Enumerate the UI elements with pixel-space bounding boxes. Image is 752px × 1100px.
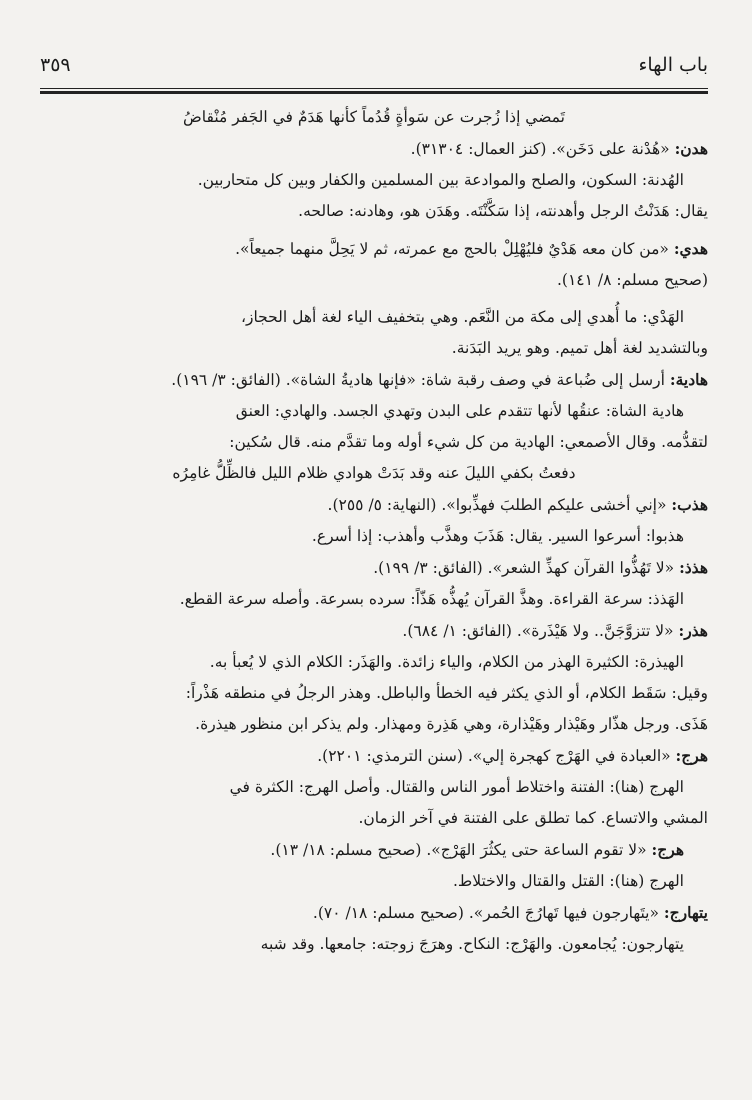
entry-headword: هذذ: (679, 558, 708, 577)
line-text: «لا تَهُذُّوا القرآن كهذِّ الشعر». (الفائق: ٣/ ١٩٩). (373, 559, 680, 577)
line-text: تَمضي إذا زُجرت عن سَوأةٍ قُدُماً كأنها هَدَمٌ في الجَفر مُنْقاضُ (183, 108, 565, 126)
text-line (40, 929, 708, 960)
page-number: ٣٥٩ (40, 54, 71, 76)
header-rule-thick (40, 91, 708, 94)
entry-headword: هدن: (674, 139, 708, 158)
entry-headword: هرج: (651, 840, 684, 859)
entry-line (40, 834, 708, 866)
line-text: دفعتُ بكفي الليلَ عنه وقد بَدَتْ هوادي ظلام الليل فالظِّلُّ غامِرُه (172, 464, 576, 482)
line-text: لتقدُّمه. وقال الأصمعي: الهادية من كل شيء أوله وما تقدَّم منه. قال سُكين: (229, 433, 708, 451)
line-text: يقال: هَدَنْتُ الرجل وأهدنته، إذا سَكَّنْتَه. وهَدَن هو، وهادنه: صالحه. (298, 202, 708, 220)
entry-line (40, 233, 708, 265)
entry-line (40, 897, 708, 929)
text-line (40, 678, 708, 709)
verse-line (40, 102, 708, 133)
line-text: الهرج (هنا): الفتنة واختلاط أمور الناس والقتال. وأصل الهرج: الكثرة في (229, 778, 684, 796)
line-text: الهَدْي: ما أُهدي إلى مكة من النَّعَم. وهي بتخفيف الياء لغة أهل الحجاز، (240, 308, 684, 326)
line-text: الهيذرة: الكثيرة الهذر من الكلام، والياء زائدة. والهَذَر: الكلام الذي لا يُعبأ به. (209, 653, 684, 671)
text-line (40, 866, 708, 897)
text-line (40, 803, 708, 834)
line-text: هادية الشاة: عنقُها لأنها تتقدم على البدن وتهدي الجسد. والهادي: العنق (235, 402, 684, 420)
line-text: (صحيح مسلم: ٨/ ١٤١). (556, 271, 708, 289)
line-text: «هُدْنة على دَخَن». (كنز العمال: ٣١٣٠٤). (410, 140, 675, 158)
text-line (40, 165, 708, 196)
entry-line (40, 364, 708, 396)
line-text: «لا تقوم الساعة حتى يكثُرَ الهَرْج». (صحيح مسلم: ١٨/ ١٣). (270, 841, 652, 859)
text-line (40, 521, 708, 552)
text-line (40, 196, 708, 227)
line-text: الهُدنة: السكون، والصلح والموادعة بين المسلمين والكفار وبين كل متحاربين. (197, 171, 684, 189)
text-line (40, 333, 708, 364)
header-rule-thin (40, 88, 708, 89)
page-body (40, 102, 708, 960)
text-line (40, 396, 708, 427)
entry-line (40, 489, 708, 521)
line-text: هذبوا: أسرعوا السير. يقال: هَذَبَ وهذَّب وأهذب: إذا أسرع. (311, 527, 684, 545)
page-header (40, 54, 708, 84)
entry-line (40, 552, 708, 584)
line-text: «لا تتزوَّجَنَّ.. ولا هَيْذَرة». (الفائق: ١/ ٦٨٤). (402, 622, 679, 640)
line-text: الهرج (هنا): القتل والقتال والاختلاط. (452, 872, 684, 890)
line-text: «من كان معه هَدْيٌ فليُهْلِلْ بالحج مع عمرته، ثم لا يَحِلَّ منهما جميعاً». (235, 240, 674, 258)
line-text: «يتَهارجون فيها تَهارُجَ الحُمر». (صحيح مسلم: ١٨/ ٧٠). (312, 904, 664, 922)
chapter-title: باب الهاء (638, 54, 708, 76)
text-line (40, 427, 708, 458)
entry-line (40, 615, 708, 647)
entry-headword: هدي: (673, 239, 708, 258)
line-text: وقيل: سَقَط الكلام، أو الذي يكثر فيه الخطأ والباطل. وهذر الرجلُ في منطقه هَذْراً: (185, 684, 708, 702)
text-line (40, 584, 708, 615)
entry-headword: يتهارج: (663, 903, 708, 922)
text-line (40, 709, 708, 740)
entry-headword: هذب: (671, 495, 708, 514)
entry-headword: هادية: (669, 370, 708, 389)
line-text: وبالتشديد لغة أهل تميم. وهو يريد البَدَنة. (451, 339, 708, 357)
text-line (40, 265, 708, 296)
text-line (40, 772, 708, 803)
line-text: «العبادة في الهَرْج كهجرة إلي». (سنن الترمذي: ٢٢٠١). (317, 747, 676, 765)
entry-line (40, 740, 708, 772)
line-text: الهَذذ: سرعة القراءة. وهذَّ القرآن يُهذُّه هَذّاً: سرده بسرعة. وأصله سرعة القطع. (179, 590, 684, 608)
line-text: هَذَى. ورجل هذّار وهَيْذار وهَيْذارة، وهي هَذِرة ومهذار. ولم يذكر ابن منظور هيذرة. (195, 715, 708, 733)
line-text: «إني أخشى عليكم الطلبَ فهذِّبوا». (النهاية: ٥/ ٢٥٥). (327, 496, 672, 514)
line-text: أرسل إلى ضُباعة في وصف رقبة شاة: «فإنها هاديةُ الشاة». (الفائق: ٣/ ١٩٦). (171, 371, 670, 389)
document-page (40, 54, 708, 960)
text-line (40, 302, 708, 333)
verse-line (40, 458, 708, 489)
line-text: يتهارجون: يُجامعون. والهَرْج: النكاح. وهرَجَ زوجته: جامعها. وقد شبه (260, 935, 684, 953)
entry-headword: هرج: (675, 746, 708, 765)
text-line (40, 647, 708, 678)
line-text: المشي والاتساع. كما تطلق على الفتنة في آخر الزمان. (358, 809, 708, 827)
entry-headword: هذر: (678, 621, 708, 640)
entry-line (40, 133, 708, 165)
